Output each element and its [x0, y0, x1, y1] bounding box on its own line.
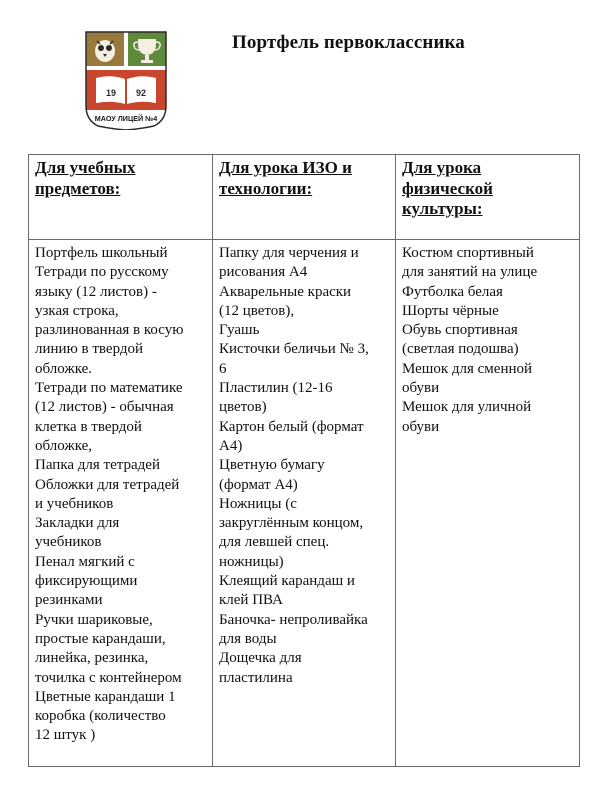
table-header-row	[29, 155, 580, 240]
list-item: Футболка белая	[402, 283, 503, 300]
list-item: Для урока ИЗО и	[219, 158, 352, 177]
list-physical-education	[396, 240, 580, 767]
list-item: точилка с контейнером	[35, 669, 182, 686]
list-item: Пластилин (12-16	[219, 380, 333, 397]
list-item: культуры:	[402, 199, 483, 218]
list-item: 6	[219, 360, 227, 377]
list-item: (12 цветов),	[219, 302, 295, 319]
list-item: предметов:	[35, 178, 121, 198]
list-item: Тетради по математике	[35, 380, 183, 397]
list-item: Дощечка для	[219, 650, 302, 667]
list-item: Портфель школьный	[35, 245, 168, 261]
list-item: разлинованная в косую	[35, 322, 184, 339]
list-item: ножницы)	[219, 553, 284, 570]
list-item: А4)	[219, 437, 243, 454]
list-item: Цветную бумагу	[219, 457, 325, 474]
header-art-technology	[213, 155, 396, 240]
school-logo	[84, 30, 168, 130]
list-item: пластилина	[219, 669, 293, 686]
list-item: (светлая подошва)	[402, 341, 519, 358]
svg-text:19: 19	[105, 88, 117, 98]
list-item: технологии:	[219, 178, 313, 198]
svg-text:МАОУ ЛИЦЕЙ №4: МАОУ ЛИЦЕЙ №4	[94, 114, 158, 123]
list-item: клей ПВА	[219, 592, 283, 609]
list-item: (12 листов) - обычная	[35, 399, 174, 416]
list-item: Картон белый (формат	[219, 418, 364, 435]
owl-icon	[95, 40, 115, 62]
list-item: Обложки для тетрадей	[35, 476, 180, 493]
table-body-row	[29, 240, 580, 767]
list-item: Для урока	[402, 158, 482, 177]
list-item: Пенал мягкий с	[35, 553, 135, 570]
list-item: узкая строка,	[35, 302, 119, 319]
list-art-technology	[213, 240, 396, 767]
list-item: Мешок для сменной	[402, 360, 533, 377]
header-physical-education	[396, 155, 580, 240]
list-item: линейка, резинка,	[35, 650, 149, 667]
list-item: Папка для тетрадей	[35, 457, 160, 474]
list-item: клетка в твердой	[35, 418, 142, 435]
list-item: Акварельные краски	[219, 283, 352, 300]
list-item: языку (12 листов) -	[35, 283, 157, 300]
list-item: обуви	[402, 418, 440, 435]
list-item: простые карандаши,	[35, 630, 166, 647]
list-item: Костюм спортивный	[402, 245, 534, 261]
list-item: и учебников	[35, 495, 114, 512]
list-item: обуви	[402, 380, 440, 397]
list-item: для воды	[219, 630, 277, 647]
list-item: Ножницы (с	[219, 495, 297, 512]
list-item: Для учебных	[35, 158, 136, 177]
list-item: Закладки для	[35, 515, 120, 532]
list-item: коробка (количество	[35, 708, 166, 725]
list-item: для занятий на улице	[402, 264, 538, 281]
list-item: 12 штук )	[35, 727, 96, 744]
list-item: для левшей спец.	[219, 534, 330, 551]
list-item: Ручки шариковые,	[35, 611, 153, 628]
list-item: линию в твердой	[35, 341, 144, 358]
list-item: резинками	[35, 592, 103, 609]
list-item: Цветные карандаши 1	[35, 688, 176, 705]
supplies-table	[28, 154, 580, 767]
list-item: Мешок для уличной	[402, 399, 532, 416]
list-item: Клеящий карандаш и	[219, 573, 355, 590]
list-item: физической	[402, 178, 493, 198]
list-item: обложке.	[35, 360, 93, 377]
list-item: рисования А4	[219, 264, 308, 281]
list-item: Папку для черчения и	[219, 245, 359, 261]
list-item: Кисточки беличьи № 3,	[219, 341, 369, 358]
list-item: Шорты чёрные	[402, 302, 499, 319]
list-item: (формат А4)	[219, 476, 298, 493]
list-academic-subjects	[29, 240, 213, 767]
list-item: обложке,	[35, 437, 93, 454]
header-academic-subjects	[29, 155, 213, 240]
list-item: учебников	[35, 534, 102, 551]
list-item: цветов)	[219, 399, 267, 416]
list-item: Тетради по русскому	[35, 264, 169, 281]
list-item: фиксирующими	[35, 573, 138, 590]
list-item: Баночка- непроливайка	[219, 611, 368, 628]
svg-text:92: 92	[135, 88, 147, 98]
page-title: Портфель первоклассника	[232, 32, 465, 53]
list-item: Гуашь	[219, 322, 260, 339]
list-item: Обувь спортивная	[402, 322, 518, 339]
list-item: закруглённым концом,	[219, 515, 364, 532]
